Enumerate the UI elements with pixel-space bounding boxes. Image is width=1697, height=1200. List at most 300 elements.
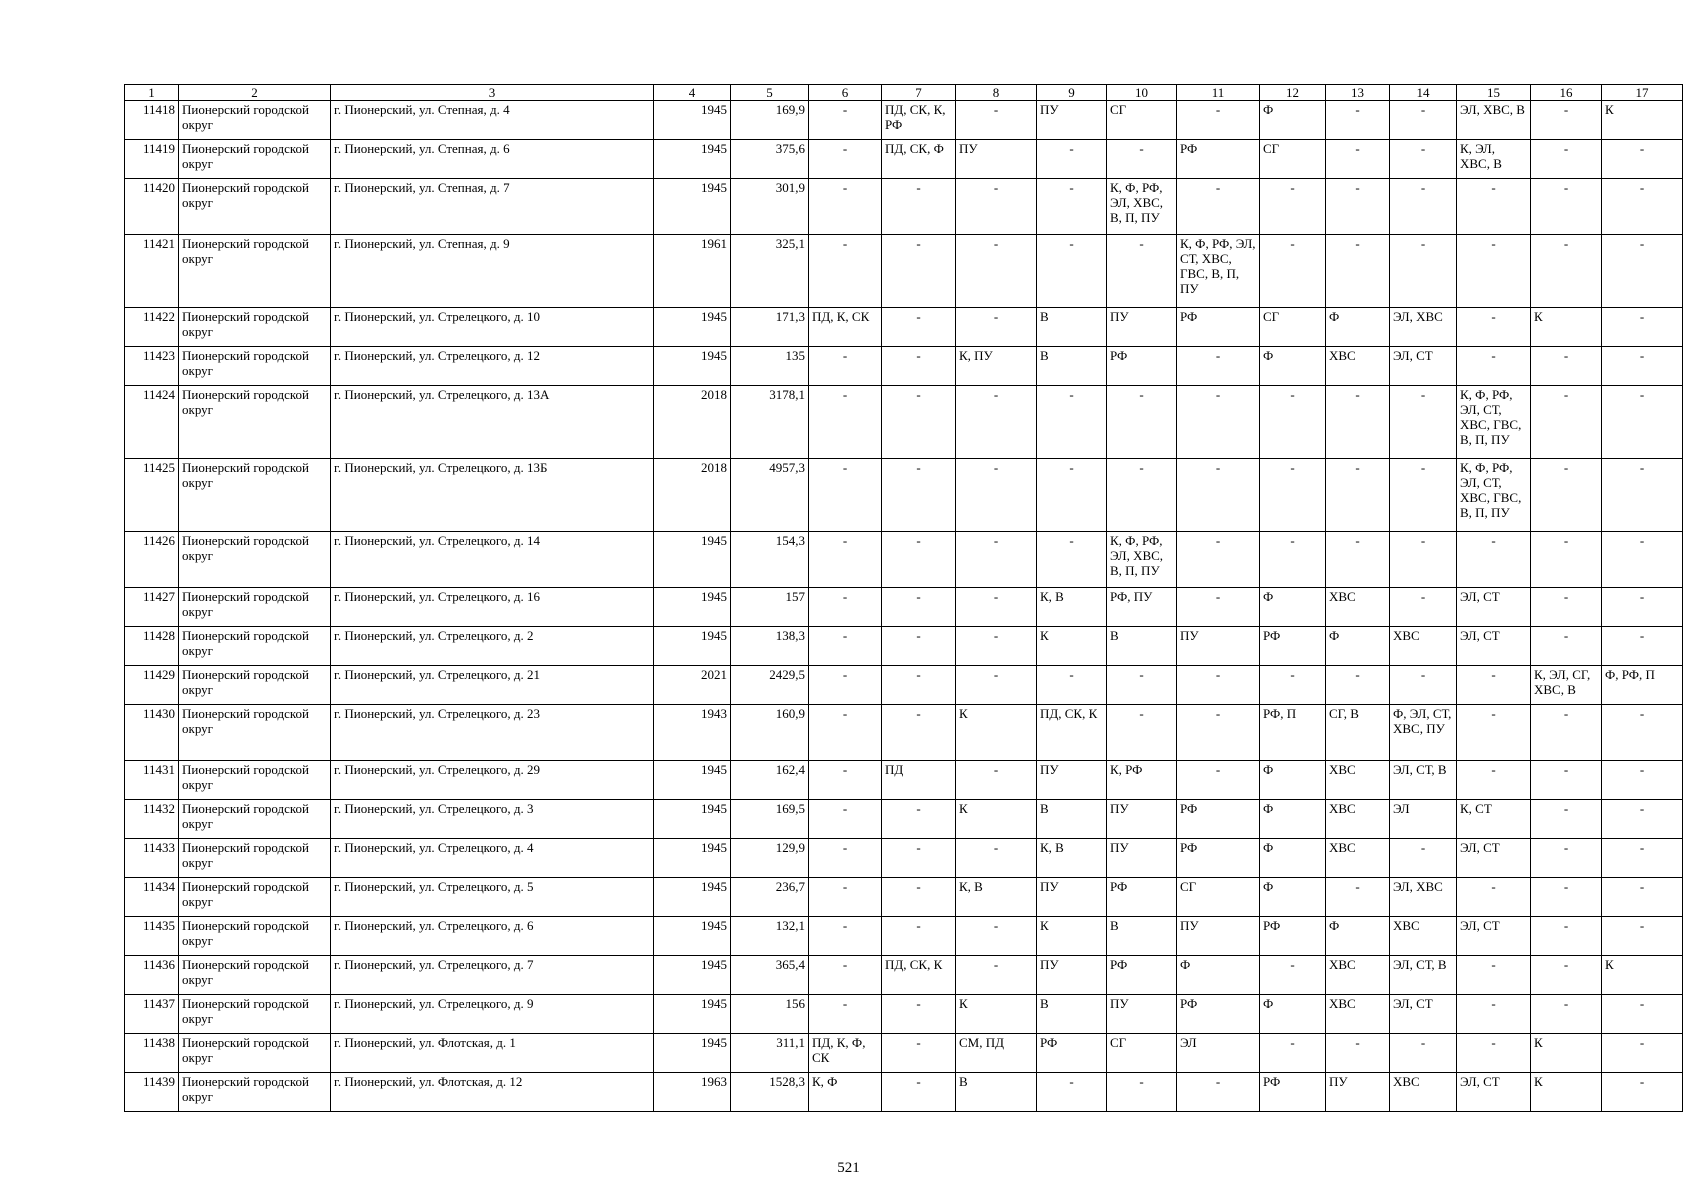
- table-row: [125, 140, 1683, 179]
- cell-col-5: 236,7: [731, 878, 809, 917]
- cell-col-14: Ф, ЭЛ, СТ, ХВС, ПУ: [1390, 705, 1457, 761]
- cell-col-6: -: [809, 140, 882, 179]
- cell-col-4: 1945: [654, 1034, 731, 1073]
- table-row: [125, 179, 1683, 235]
- cell-col-7: -: [882, 1073, 956, 1112]
- cell-col-1: 11424: [125, 386, 179, 459]
- cell-col-13: ХВС: [1326, 839, 1390, 878]
- cell-col-3: г. Пионерский, ул. Флотская, д. 1: [331, 1034, 654, 1073]
- cell-col-3: г. Пионерский, ул. Степная, д. 9: [331, 235, 654, 308]
- cell-col-3: г. Пионерский, ул. Флотская, д. 12: [331, 1073, 654, 1112]
- cell-col-5: 2429,5: [731, 666, 809, 705]
- cell-col-8: -: [956, 761, 1037, 800]
- cell-col-12: -: [1260, 386, 1326, 459]
- cell-col-1: 11427: [125, 588, 179, 627]
- cell-col-9: ПУ: [1037, 761, 1107, 800]
- cell-col-5: 301,9: [731, 179, 809, 235]
- cell-col-6: -: [809, 995, 882, 1034]
- cell-col-2: Пионерский городской округ: [179, 1073, 331, 1112]
- column-header-7: 7: [882, 85, 956, 101]
- cell-col-2: Пионерский городской округ: [179, 235, 331, 308]
- cell-col-10: -: [1107, 1073, 1177, 1112]
- housing-register-table: [124, 84, 1683, 1112]
- cell-col-12: Ф: [1260, 761, 1326, 800]
- cell-col-9: К, В: [1037, 588, 1107, 627]
- cell-col-4: 2021: [654, 666, 731, 705]
- cell-col-12: -: [1260, 956, 1326, 995]
- cell-col-14: -: [1390, 588, 1457, 627]
- cell-col-8: -: [956, 956, 1037, 995]
- cell-col-6: -: [809, 878, 882, 917]
- cell-col-9: К, В: [1037, 839, 1107, 878]
- cell-col-14: -: [1390, 140, 1457, 179]
- cell-col-15: -: [1457, 705, 1531, 761]
- table-row: [125, 588, 1683, 627]
- cell-col-10: ПУ: [1107, 800, 1177, 839]
- cell-col-16: К: [1531, 1073, 1602, 1112]
- cell-col-17: -: [1602, 532, 1683, 588]
- cell-col-17: -: [1602, 386, 1683, 459]
- cell-col-15: К, ЭЛ, ХВС, В: [1457, 140, 1531, 179]
- cell-col-11: -: [1177, 386, 1260, 459]
- cell-col-2: Пионерский городской округ: [179, 347, 331, 386]
- column-header-8: 8: [956, 85, 1037, 101]
- cell-col-9: В: [1037, 800, 1107, 839]
- cell-col-5: 162,4: [731, 761, 809, 800]
- cell-col-4: 1945: [654, 532, 731, 588]
- cell-col-12: -: [1260, 179, 1326, 235]
- cell-col-12: -: [1260, 235, 1326, 308]
- cell-col-3: г. Пионерский, ул. Стрелецкого, д. 16: [331, 588, 654, 627]
- cell-col-8: -: [956, 308, 1037, 347]
- cell-col-13: -: [1326, 878, 1390, 917]
- column-header-6: 6: [809, 85, 882, 101]
- column-header-3: 3: [331, 85, 654, 101]
- cell-col-14: -: [1390, 1034, 1457, 1073]
- cell-col-1: 11418: [125, 101, 179, 140]
- cell-col-7: -: [882, 627, 956, 666]
- cell-col-13: ХВС: [1326, 956, 1390, 995]
- cell-col-13: -: [1326, 179, 1390, 235]
- cell-col-10: РФ: [1107, 347, 1177, 386]
- cell-col-14: -: [1390, 101, 1457, 140]
- cell-col-3: г. Пионерский, ул. Степная, д. 4: [331, 101, 654, 140]
- cell-col-17: К: [1602, 956, 1683, 995]
- cell-col-10: -: [1107, 140, 1177, 179]
- cell-col-9: ПУ: [1037, 101, 1107, 140]
- cell-col-5: 1528,3: [731, 1073, 809, 1112]
- table-row: [125, 308, 1683, 347]
- cell-col-3: г. Пионерский, ул. Стрелецкого, д. 9: [331, 995, 654, 1034]
- cell-col-10: В: [1107, 627, 1177, 666]
- cell-col-4: 1945: [654, 347, 731, 386]
- cell-col-6: -: [809, 386, 882, 459]
- cell-col-13: -: [1326, 235, 1390, 308]
- cell-col-11: -: [1177, 761, 1260, 800]
- cell-col-11: -: [1177, 101, 1260, 140]
- cell-col-9: К: [1037, 627, 1107, 666]
- cell-col-4: 1945: [654, 761, 731, 800]
- cell-col-4: 1945: [654, 140, 731, 179]
- table-row: [125, 956, 1683, 995]
- table-row: [125, 995, 1683, 1034]
- cell-col-1: 11433: [125, 839, 179, 878]
- cell-col-5: 135: [731, 347, 809, 386]
- cell-col-17: -: [1602, 627, 1683, 666]
- column-header-14: 14: [1390, 85, 1457, 101]
- cell-col-14: -: [1390, 666, 1457, 705]
- cell-col-12: Ф: [1260, 995, 1326, 1034]
- cell-col-14: ХВС: [1390, 627, 1457, 666]
- cell-col-16: -: [1531, 235, 1602, 308]
- cell-col-9: -: [1037, 666, 1107, 705]
- cell-col-7: -: [882, 308, 956, 347]
- table-row: [125, 917, 1683, 956]
- cell-col-15: ЭЛ, ХВС, В: [1457, 101, 1531, 140]
- column-header-10: 10: [1107, 85, 1177, 101]
- cell-col-5: 157: [731, 588, 809, 627]
- cell-col-10: РФ, ПУ: [1107, 588, 1177, 627]
- cell-col-15: -: [1457, 308, 1531, 347]
- cell-col-4: 1945: [654, 995, 731, 1034]
- cell-col-8: -: [956, 532, 1037, 588]
- cell-col-1: 11436: [125, 956, 179, 995]
- cell-col-16: -: [1531, 386, 1602, 459]
- cell-col-4: 1945: [654, 588, 731, 627]
- cell-col-17: -: [1602, 179, 1683, 235]
- cell-col-15: ЭЛ, СТ: [1457, 588, 1531, 627]
- column-header-2: 2: [179, 85, 331, 101]
- cell-col-9: -: [1037, 179, 1107, 235]
- cell-col-3: г. Пионерский, ул. Стрелецкого, д. 12: [331, 347, 654, 386]
- cell-col-9: -: [1037, 386, 1107, 459]
- cell-col-7: -: [882, 917, 956, 956]
- cell-col-3: г. Пионерский, ул. Стрелецкого, д. 5: [331, 878, 654, 917]
- cell-col-3: г. Пионерский, ул. Стрелецкого, д. 29: [331, 761, 654, 800]
- cell-col-12: РФ, П: [1260, 705, 1326, 761]
- cell-col-14: ЭЛ, СТ, В: [1390, 956, 1457, 995]
- cell-col-9: -: [1037, 532, 1107, 588]
- cell-col-5: 4957,3: [731, 459, 809, 532]
- cell-col-11: Ф: [1177, 956, 1260, 995]
- cell-col-6: -: [809, 800, 882, 839]
- cell-col-9: -: [1037, 459, 1107, 532]
- cell-col-4: 1961: [654, 235, 731, 308]
- cell-col-12: -: [1260, 532, 1326, 588]
- table-row: [125, 839, 1683, 878]
- cell-col-2: Пионерский городской округ: [179, 705, 331, 761]
- cell-col-11: -: [1177, 532, 1260, 588]
- cell-col-7: -: [882, 705, 956, 761]
- table-row: [125, 1073, 1683, 1112]
- table-row: [125, 800, 1683, 839]
- cell-col-15: -: [1457, 995, 1531, 1034]
- cell-col-13: ПУ: [1326, 1073, 1390, 1112]
- cell-col-14: -: [1390, 179, 1457, 235]
- cell-col-16: К, ЭЛ, СГ, ХВС, В: [1531, 666, 1602, 705]
- cell-col-6: -: [809, 347, 882, 386]
- cell-col-1: 11422: [125, 308, 179, 347]
- column-header-11: 11: [1177, 85, 1260, 101]
- cell-col-8: К, ПУ: [956, 347, 1037, 386]
- cell-col-11: -: [1177, 179, 1260, 235]
- table-row: [125, 386, 1683, 459]
- cell-col-10: ПУ: [1107, 308, 1177, 347]
- cell-col-11: -: [1177, 347, 1260, 386]
- cell-col-6: ПД, К, СК: [809, 308, 882, 347]
- cell-col-12: СГ: [1260, 308, 1326, 347]
- cell-col-14: -: [1390, 532, 1457, 588]
- cell-col-8: -: [956, 917, 1037, 956]
- cell-col-5: 156: [731, 995, 809, 1034]
- cell-col-1: 11425: [125, 459, 179, 532]
- cell-col-13: -: [1326, 459, 1390, 532]
- cell-col-16: -: [1531, 878, 1602, 917]
- cell-col-9: -: [1037, 1073, 1107, 1112]
- cell-col-17: -: [1602, 459, 1683, 532]
- cell-col-7: ПД: [882, 761, 956, 800]
- cell-col-9: ПУ: [1037, 956, 1107, 995]
- cell-col-10: ПУ: [1107, 995, 1177, 1034]
- cell-col-8: -: [956, 235, 1037, 308]
- cell-col-2: Пионерский городской округ: [179, 917, 331, 956]
- cell-col-16: -: [1531, 101, 1602, 140]
- cell-col-6: -: [809, 666, 882, 705]
- cell-col-6: -: [809, 956, 882, 995]
- table-row: [125, 235, 1683, 308]
- cell-col-17: Ф, РФ, П: [1602, 666, 1683, 705]
- cell-col-8: -: [956, 588, 1037, 627]
- cell-col-3: г. Пионерский, ул. Степная, д. 6: [331, 140, 654, 179]
- cell-col-2: Пионерский городской округ: [179, 588, 331, 627]
- table-header: [125, 85, 1683, 101]
- column-header-15: 15: [1457, 85, 1531, 101]
- cell-col-7: -: [882, 800, 956, 839]
- cell-col-14: ЭЛ, СТ: [1390, 347, 1457, 386]
- cell-col-9: В: [1037, 995, 1107, 1034]
- cell-col-9: В: [1037, 347, 1107, 386]
- cell-col-3: г. Пионерский, ул. Стрелецкого, д. 14: [331, 532, 654, 588]
- cell-col-13: -: [1326, 666, 1390, 705]
- column-header-5: 5: [731, 85, 809, 101]
- cell-col-17: -: [1602, 705, 1683, 761]
- cell-col-4: 1945: [654, 839, 731, 878]
- cell-col-10: СГ: [1107, 1034, 1177, 1073]
- cell-col-16: -: [1531, 995, 1602, 1034]
- cell-col-6: -: [809, 705, 882, 761]
- cell-col-5: 132,1: [731, 917, 809, 956]
- cell-col-17: -: [1602, 917, 1683, 956]
- cell-col-14: -: [1390, 459, 1457, 532]
- cell-col-1: 11428: [125, 627, 179, 666]
- cell-col-5: 160,9: [731, 705, 809, 761]
- cell-col-12: Ф: [1260, 839, 1326, 878]
- cell-col-4: 1945: [654, 308, 731, 347]
- cell-col-15: -: [1457, 235, 1531, 308]
- cell-col-14: -: [1390, 839, 1457, 878]
- cell-col-17: -: [1602, 588, 1683, 627]
- cell-col-17: -: [1602, 878, 1683, 917]
- cell-col-15: ЭЛ, СТ: [1457, 627, 1531, 666]
- cell-col-2: Пионерский городской округ: [179, 140, 331, 179]
- cell-col-12: -: [1260, 1034, 1326, 1073]
- cell-col-1: 11430: [125, 705, 179, 761]
- cell-col-2: Пионерский городской округ: [179, 666, 331, 705]
- cell-col-4: 1945: [654, 917, 731, 956]
- cell-col-9: -: [1037, 140, 1107, 179]
- cell-col-2: Пионерский городской округ: [179, 1034, 331, 1073]
- cell-col-3: г. Пионерский, ул. Степная, д. 7: [331, 179, 654, 235]
- cell-col-1: 11423: [125, 347, 179, 386]
- cell-col-9: К: [1037, 917, 1107, 956]
- cell-col-17: -: [1602, 1034, 1683, 1073]
- cell-col-13: -: [1326, 1034, 1390, 1073]
- cell-col-14: ЭЛ, СТ, В: [1390, 761, 1457, 800]
- cell-col-7: -: [882, 347, 956, 386]
- cell-col-16: -: [1531, 459, 1602, 532]
- cell-col-10: РФ: [1107, 878, 1177, 917]
- cell-col-16: -: [1531, 705, 1602, 761]
- cell-col-8: СМ, ПД: [956, 1034, 1037, 1073]
- cell-col-2: Пионерский городской округ: [179, 308, 331, 347]
- cell-col-6: -: [809, 532, 882, 588]
- cell-col-11: РФ: [1177, 308, 1260, 347]
- cell-col-3: г. Пионерский, ул. Стрелецкого, д. 4: [331, 839, 654, 878]
- table-row: [125, 347, 1683, 386]
- cell-col-4: 1945: [654, 956, 731, 995]
- cell-col-11: К, Ф, РФ, ЭЛ, СТ, ХВС, ГВС, В, П, ПУ: [1177, 235, 1260, 308]
- cell-col-10: -: [1107, 235, 1177, 308]
- cell-col-12: РФ: [1260, 917, 1326, 956]
- cell-col-5: 169,9: [731, 101, 809, 140]
- cell-col-6: -: [809, 235, 882, 308]
- cell-col-17: -: [1602, 761, 1683, 800]
- cell-col-11: -: [1177, 705, 1260, 761]
- cell-col-13: ХВС: [1326, 761, 1390, 800]
- cell-col-8: -: [956, 386, 1037, 459]
- cell-col-17: -: [1602, 140, 1683, 179]
- cell-col-12: Ф: [1260, 101, 1326, 140]
- cell-col-6: К, Ф: [809, 1073, 882, 1112]
- cell-col-7: -: [882, 235, 956, 308]
- cell-col-5: 154,3: [731, 532, 809, 588]
- cell-col-1: 11438: [125, 1034, 179, 1073]
- cell-col-13: ХВС: [1326, 995, 1390, 1034]
- header-row: [125, 85, 1683, 101]
- cell-col-4: 2018: [654, 386, 731, 459]
- cell-col-4: 1945: [654, 878, 731, 917]
- cell-col-16: -: [1531, 956, 1602, 995]
- cell-col-8: -: [956, 179, 1037, 235]
- cell-col-5: 365,4: [731, 956, 809, 995]
- cell-col-10: К, РФ: [1107, 761, 1177, 800]
- cell-col-13: ХВС: [1326, 588, 1390, 627]
- cell-col-1: 11429: [125, 666, 179, 705]
- cell-col-1: 11437: [125, 995, 179, 1034]
- cell-col-2: Пионерский городской округ: [179, 386, 331, 459]
- cell-col-10: РФ: [1107, 956, 1177, 995]
- cell-col-16: -: [1531, 839, 1602, 878]
- page-number: 521: [837, 1160, 860, 1176]
- cell-col-16: -: [1531, 917, 1602, 956]
- cell-col-6: -: [809, 627, 882, 666]
- cell-col-17: -: [1602, 308, 1683, 347]
- cell-col-11: РФ: [1177, 995, 1260, 1034]
- table-row: [125, 666, 1683, 705]
- column-header-1: 1: [125, 85, 179, 101]
- table-row: [125, 761, 1683, 800]
- column-header-17: 17: [1602, 85, 1683, 101]
- cell-col-5: 169,5: [731, 800, 809, 839]
- cell-col-14: ХВС: [1390, 1073, 1457, 1112]
- cell-col-2: Пионерский городской округ: [179, 627, 331, 666]
- cell-col-5: 325,1: [731, 235, 809, 308]
- cell-col-10: -: [1107, 459, 1177, 532]
- cell-col-3: г. Пионерский, ул. Стрелецкого, д. 23: [331, 705, 654, 761]
- cell-col-3: г. Пионерский, ул. Стрелецкого, д. 10: [331, 308, 654, 347]
- cell-col-16: -: [1531, 347, 1602, 386]
- table-row: [125, 705, 1683, 761]
- cell-col-6: -: [809, 761, 882, 800]
- cell-col-8: -: [956, 459, 1037, 532]
- cell-col-10: -: [1107, 386, 1177, 459]
- cell-col-3: г. Пионерский, ул. Стрелецкого, д. 13Б: [331, 459, 654, 532]
- cell-col-15: К, Ф, РФ, ЭЛ, СТ, ХВС, ГВС, В, П, ПУ: [1457, 459, 1531, 532]
- cell-col-16: -: [1531, 627, 1602, 666]
- cell-col-8: -: [956, 839, 1037, 878]
- cell-col-12: Ф: [1260, 800, 1326, 839]
- cell-col-12: РФ: [1260, 627, 1326, 666]
- cell-col-2: Пионерский городской округ: [179, 459, 331, 532]
- cell-col-5: 311,1: [731, 1034, 809, 1073]
- cell-col-13: ХВС: [1326, 800, 1390, 839]
- cell-col-2: Пионерский городской округ: [179, 878, 331, 917]
- cell-col-11: РФ: [1177, 800, 1260, 839]
- cell-col-10: К, Ф, РФ, ЭЛ, ХВС, В, П, ПУ: [1107, 179, 1177, 235]
- cell-col-11: РФ: [1177, 140, 1260, 179]
- cell-col-15: -: [1457, 1034, 1531, 1073]
- cell-col-15: К, Ф, РФ, ЭЛ, СТ, ХВС, ГВС, В, П, ПУ: [1457, 386, 1531, 459]
- cell-col-2: Пионерский городской округ: [179, 800, 331, 839]
- cell-col-4: 1945: [654, 101, 731, 140]
- cell-col-2: Пионерский городской округ: [179, 179, 331, 235]
- cell-col-7: -: [882, 386, 956, 459]
- cell-col-1: 11439: [125, 1073, 179, 1112]
- cell-col-17: -: [1602, 995, 1683, 1034]
- cell-col-15: К, СТ: [1457, 800, 1531, 839]
- cell-col-12: Ф: [1260, 878, 1326, 917]
- cell-col-16: -: [1531, 800, 1602, 839]
- cell-col-2: Пионерский городской округ: [179, 956, 331, 995]
- column-header-13: 13: [1326, 85, 1390, 101]
- column-header-4: 4: [654, 85, 731, 101]
- cell-col-17: -: [1602, 800, 1683, 839]
- cell-col-16: -: [1531, 140, 1602, 179]
- cell-col-5: 129,9: [731, 839, 809, 878]
- cell-col-11: -: [1177, 1073, 1260, 1112]
- cell-col-8: -: [956, 627, 1037, 666]
- cell-col-9: ПУ: [1037, 878, 1107, 917]
- cell-col-6: -: [809, 588, 882, 627]
- cell-col-6: ПД, К, Ф, СК: [809, 1034, 882, 1073]
- cell-col-15: ЭЛ, СТ: [1457, 839, 1531, 878]
- cell-col-11: РФ: [1177, 839, 1260, 878]
- table-row: [125, 627, 1683, 666]
- cell-col-12: -: [1260, 459, 1326, 532]
- cell-col-7: ПД, СК, К: [882, 956, 956, 995]
- cell-col-8: ПУ: [956, 140, 1037, 179]
- cell-col-14: -: [1390, 235, 1457, 308]
